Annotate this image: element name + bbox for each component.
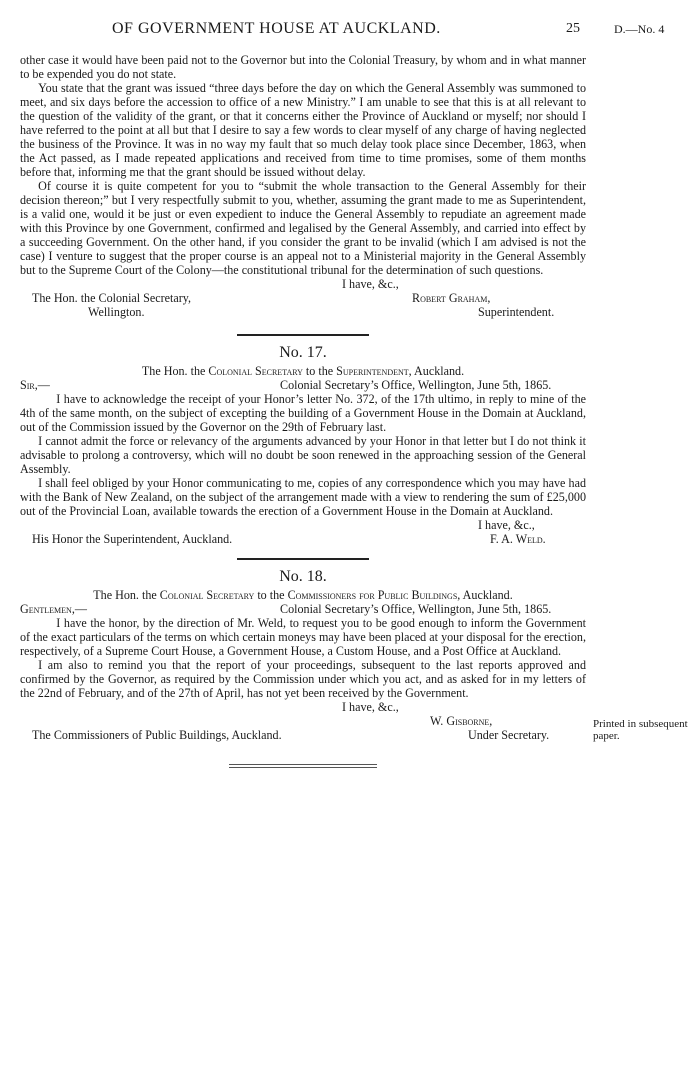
paragraph: other case it would have been paid not to the Governor but into the Colonial Treasury, by whom and in what manner to be expended you do not state. — [20, 53, 586, 81]
address-post: , Auckland. — [408, 364, 465, 378]
paragraph: I have to acknowledge the receipt of your Honor’s letter No. 372, of the 17th ultimo, in reply to mine of the 4th of the same month, on the subject of excepting the building of a Government House in the Domain at Auckland, out of the Commission issued by the Governor on the 29th of February last. — [20, 392, 586, 434]
paragraph: I am also to remind you that the report of your proceedings, subsequent to the last reports approved and confirmed by the Governor, as required by the Commission under which you act, and as asked for in my letters of the 22nd of February, and of the 27th of April, has not yet been received by the Government. — [20, 658, 586, 700]
signature-row — [20, 305, 586, 319]
address-mid: to the — [254, 588, 288, 602]
paragraph: You state that the grant was issued “three days before the day on which the General Assembly was summoned to meet, and six days before the accession to office of a new Ministry.” I am unable to see that this is at all relevant to the question of the validity of the grant, or that it concerns either the Province of Auckland or myself; nor should I have referred to the point at all but that I desire to say a few words to clear myself of any charge of having neglected the business of the Province. It was in no way my fault that so much delay took place since December, 1863, when the Act passed, as I made repeated applications and received from time to time promises, some of them months before that, informing me that the grant should be issued without delay. — [20, 81, 586, 179]
signature-row — [20, 714, 586, 728]
letter-heading: No. 18. — [279, 568, 327, 585]
letter-address-line — [20, 364, 586, 378]
signer-title: Superintendent. — [478, 305, 555, 319]
document-reference: D.—No. 4 — [614, 22, 665, 36]
closing: I have, &c., — [342, 700, 399, 714]
address-to: Superintendent — [336, 364, 409, 378]
section-divider — [237, 558, 369, 560]
address-from: Colonial Secretary — [208, 364, 303, 378]
signature-row — [20, 532, 586, 546]
addressee: The Hon. the Colonial Secretary, — [32, 291, 192, 305]
salutation: Sir,— — [20, 378, 50, 392]
page-header — [0, 20, 700, 40]
closing-line — [20, 518, 586, 532]
address-pre: The Hon. the — [141, 364, 209, 378]
letter-heading: No. 17. — [279, 344, 327, 361]
signer-name: F. A. Weld. — [490, 532, 546, 546]
closing-line — [20, 277, 586, 291]
letter-origin: Colonial Secretary’s Office, Wellington, June 5th, 1865. — [280, 602, 552, 616]
paragraph: Of course it is quite competent for you to “submit the whole transaction to the General Assembly for their decision thereon;” but I very respectfully submit to you, whether, assuming the grant made to me as Superintendent, is a valid one, would it be just or even expedient to induce the General Assembly to repudiate an agreement made with this Province by one Government, confirmed and legalised by the General Assembly, and carried into effect by a succeeding Government. On the other hand, if you consider the grant to be invalid (which I am advised is not the case) I venture to suggest that the proper course is an appeal not to a Ministerial majority in the General Assembly but to the Supreme Court of the Colony—the constitutional tribunal for the determination of such questions. — [20, 179, 586, 277]
closing: I have, &c., — [342, 277, 399, 291]
signer-name: W. Gisborne, — [430, 714, 493, 728]
letter-origin: Colonial Secretary’s Office, Wellington, June 5th, 1865. — [280, 378, 552, 392]
signer-name: Robert Graham, — [412, 291, 491, 305]
salutation-row — [20, 378, 586, 392]
running-title: OF GOVERNMENT HOUSE AT AUCKLAND. — [112, 20, 441, 37]
signature-row — [20, 728, 586, 742]
letter-17 — [20, 342, 586, 546]
addressee: The Commissioners of Public Buildings, Auckland. — [32, 728, 282, 742]
address-post: , Auckland. — [457, 588, 513, 602]
address-from: Colonial Secretary — [159, 588, 255, 602]
salutation-row — [20, 602, 586, 616]
section-divider — [237, 334, 369, 336]
address-pre: The Hon. the — [93, 588, 160, 602]
letter-address-line — [20, 588, 586, 602]
address-to: Commissioners for Public Buildings — [287, 588, 458, 602]
margin-note: Printed in subsequent paper. — [593, 718, 688, 742]
end-divider — [229, 764, 377, 768]
signature-row — [20, 291, 586, 305]
closing-line — [20, 700, 586, 714]
addressee: His Honor the Superintendent, Auckland. — [32, 532, 233, 546]
addressee-location: Wellington. — [88, 305, 145, 319]
letter-16-continued — [20, 53, 586, 319]
page-number: 25 — [566, 21, 580, 36]
address-mid: to the — [302, 364, 337, 378]
closing: I have, &c., — [478, 518, 535, 532]
letter-18 — [20, 566, 586, 742]
page-body — [20, 53, 586, 768]
paragraph: I cannot admit the force or relevancy of the arguments advanced by your Honor in that letter but I do not think it advisable to prolong a controversy, which will no doubt be soon renewed in the approaching session of the General Assembly. — [20, 434, 586, 476]
paragraph: I shall feel obliged by your Honor communicating to me, copies of any correspondence which you may have had with the Bank of New Zealand, on the subject of the arrangement made with a view to rendering the sum of £25,000 out of the Provincial Loan, available towards the erection of a Government House in the Domain at Auckland. — [20, 476, 586, 518]
paragraph: I have the honor, by the direction of Mr. Weld, to request you to be good enough to inform the Government of the exact particulars of the terms on which certain moneys may have been placed at your disposal for the erection, respectively, of a Supreme Court House, a Government House, a Custom House, and a Post Office at Auckland. — [20, 616, 586, 658]
salutation: Gentlemen,— — [20, 602, 87, 616]
signer-title: Under Secretary. — [468, 728, 550, 742]
